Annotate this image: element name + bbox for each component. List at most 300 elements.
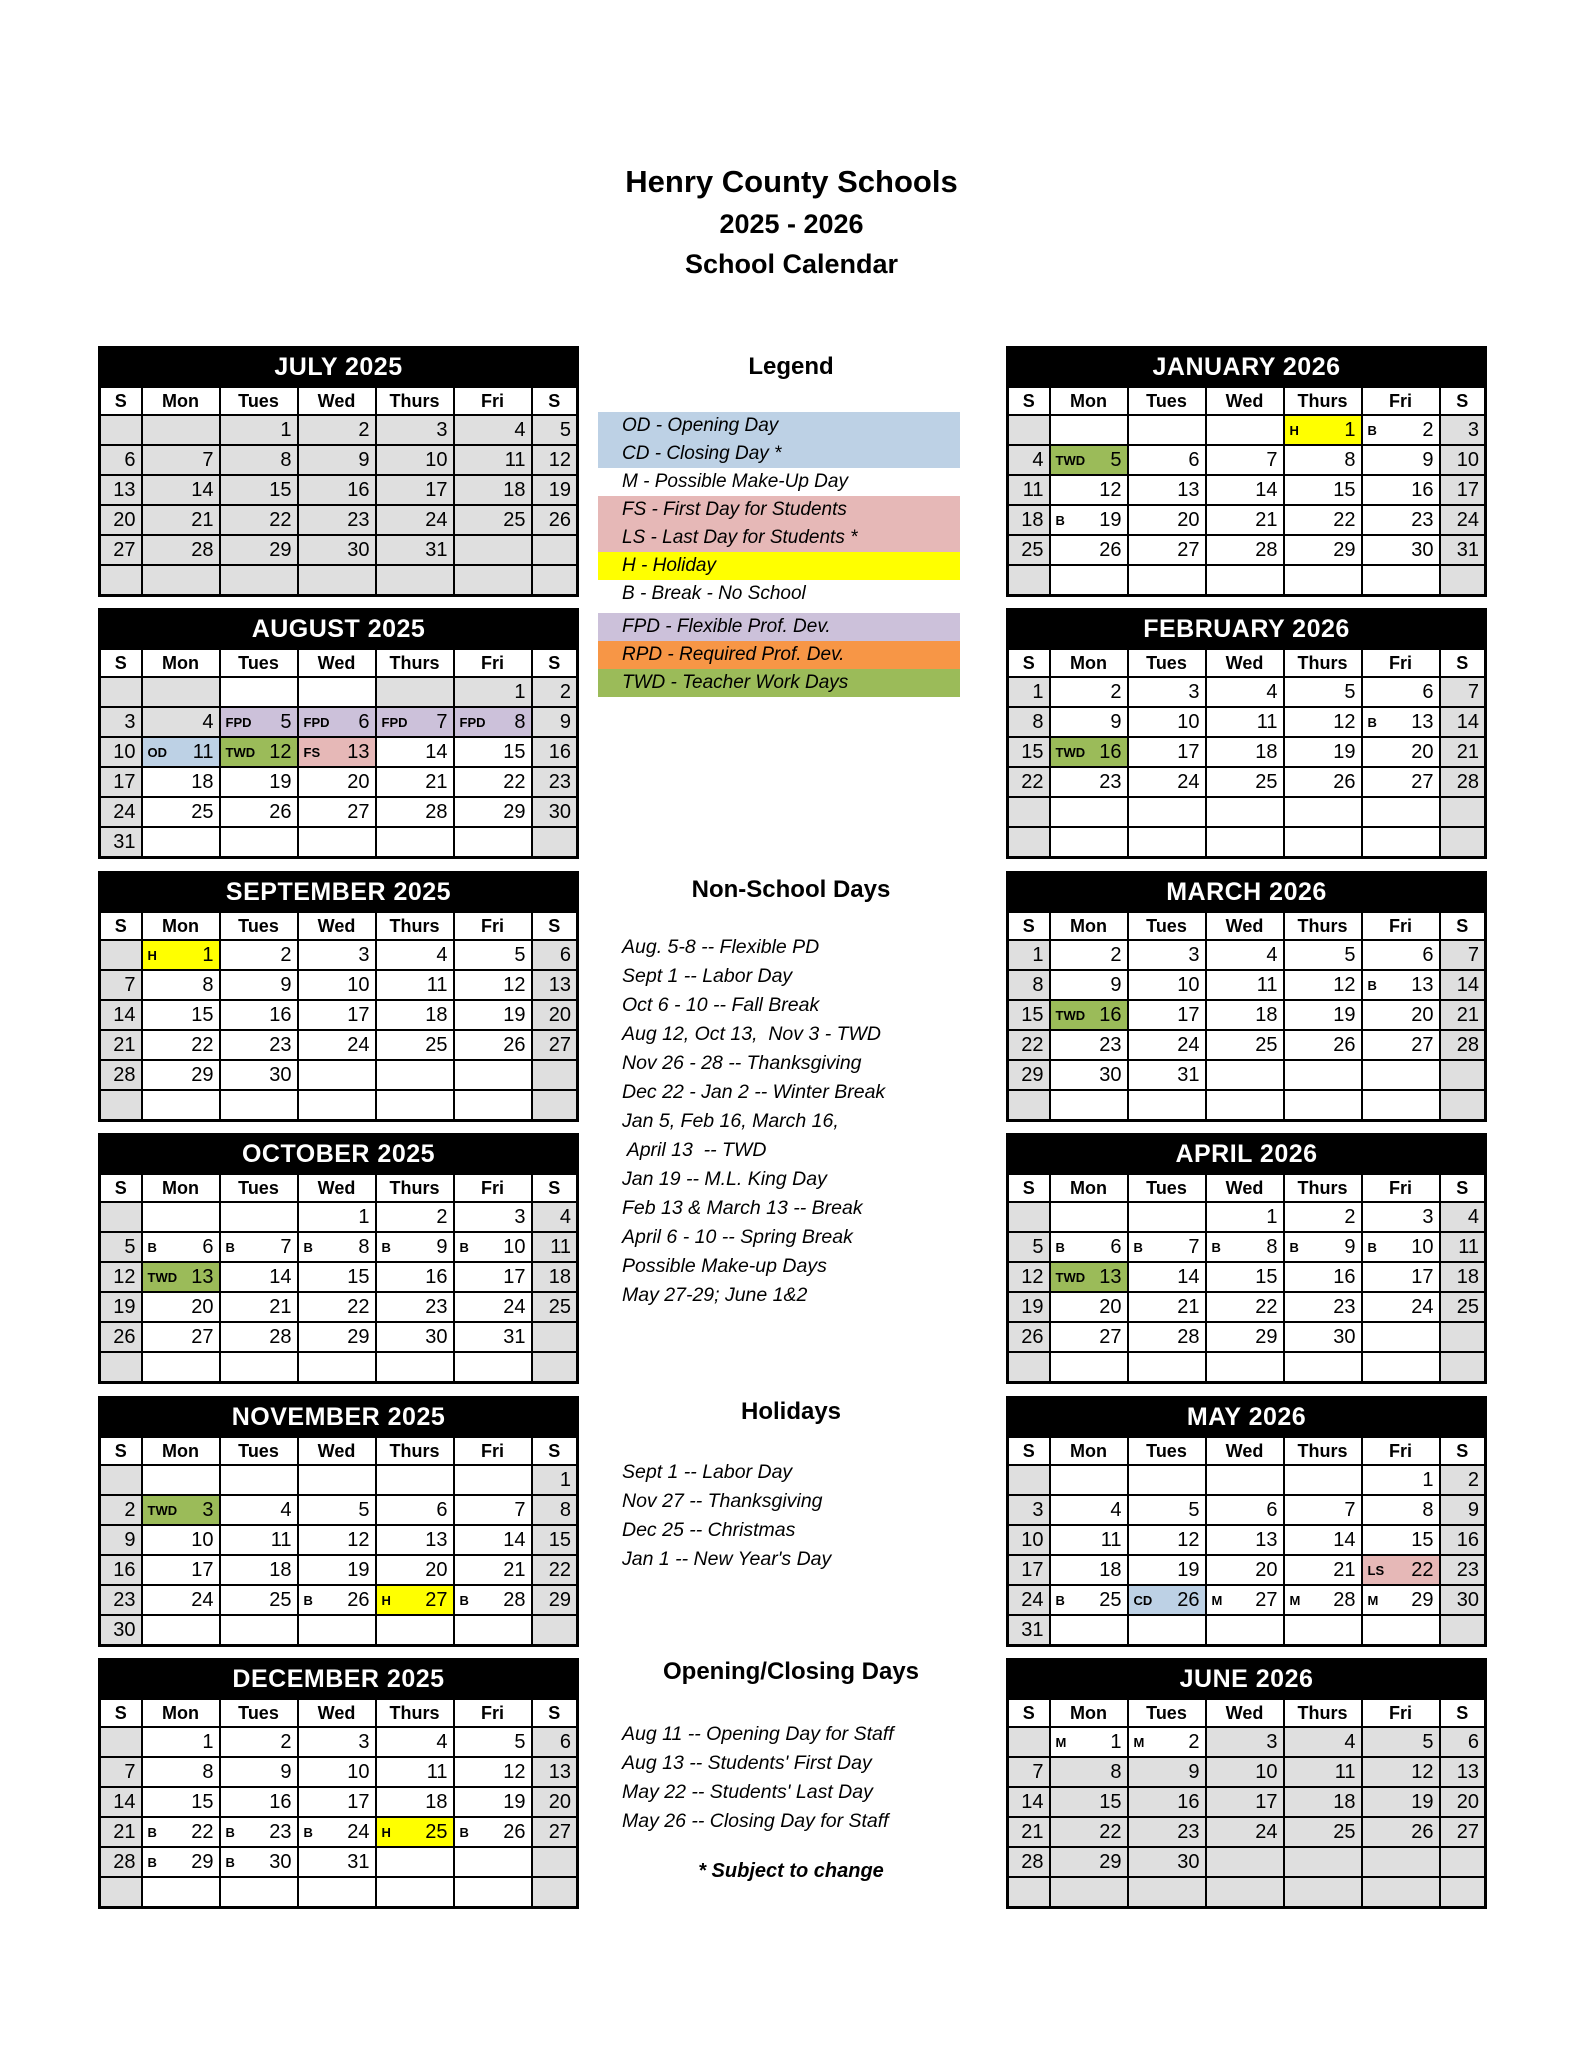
day-number: 9 [124, 1528, 136, 1551]
month-title: APRIL 2026 [1008, 1135, 1486, 1175]
day-number: 20 [548, 1003, 571, 1026]
day-cell [532, 1585, 578, 1615]
day-number: 2 [1344, 1205, 1356, 1228]
day-number: 22 [548, 1558, 571, 1581]
day-cell [1284, 707, 1362, 737]
day-cell [1050, 1817, 1128, 1847]
day-header: Wed [298, 1174, 376, 1202]
day-number: 4 [202, 710, 214, 733]
day-header: S [532, 649, 578, 677]
day-cell [142, 1585, 220, 1615]
day-cell [376, 737, 454, 767]
day-cell [1206, 1555, 1284, 1585]
legend-item: FPD - Flexible Prof. Dev. [598, 613, 960, 641]
day-number: 15 [191, 1790, 214, 1813]
day-cell [100, 797, 142, 827]
day-header: Tues [220, 1437, 298, 1465]
day-cell [1362, 1757, 1440, 1787]
day-number: 23 [425, 1295, 448, 1318]
day-cell [1440, 535, 1486, 565]
day-cell [376, 767, 454, 797]
day-cell [1206, 1000, 1284, 1030]
day-cell [454, 1292, 532, 1322]
day-cell [1128, 1000, 1206, 1030]
day-cell [298, 1787, 376, 1817]
day-number: 29 [1099, 1850, 1122, 1873]
day-number: 22 [1333, 508, 1356, 531]
day-number: 14 [191, 478, 214, 501]
day-number: 22 [347, 1295, 370, 1318]
day-cell [1440, 940, 1486, 970]
day-cell [100, 767, 142, 797]
day-number: 13 [1411, 973, 1434, 996]
day-cell [1284, 1585, 1362, 1615]
day-cell [1050, 475, 1128, 505]
day-header: Tues [220, 912, 298, 940]
day-cell [298, 677, 376, 707]
day-number: 22 [1021, 1033, 1044, 1056]
day-number: 21 [1333, 1558, 1356, 1581]
day-cell [376, 707, 454, 737]
day-number: 4 [1467, 1205, 1479, 1228]
day-cell [100, 1585, 142, 1615]
day-label: TWD [225, 744, 256, 760]
day-cell [142, 1555, 220, 1585]
day-number: 16 [347, 478, 370, 501]
day-cell [1362, 565, 1440, 596]
day-cell [100, 970, 142, 1000]
day-cell [1284, 797, 1362, 827]
day-number: 20 [1456, 1790, 1479, 1813]
day-cell [1206, 535, 1284, 565]
day-label: B [225, 1854, 235, 1870]
day-cell [1128, 1615, 1206, 1646]
day-cell [1362, 707, 1440, 737]
list-line: Oct 6 - 10 -- Fall Break [622, 994, 820, 1016]
day-cell [1362, 1585, 1440, 1615]
day-cell [1008, 1727, 1050, 1757]
day-cell [454, 737, 532, 767]
day-cell [376, 475, 454, 505]
day-header: Thurs [376, 1699, 454, 1727]
day-number: 1 [559, 1468, 571, 1491]
day-cell [142, 1877, 220, 1908]
day-number: 21 [113, 1820, 136, 1843]
day-cell [1008, 677, 1050, 707]
day-number: 5 [1422, 1730, 1434, 1753]
day-cell [142, 677, 220, 707]
day-label: FPD [459, 714, 486, 730]
day-cell [1128, 505, 1206, 535]
day-cell [454, 1000, 532, 1030]
day-number: 23 [548, 770, 571, 793]
day-cell [1128, 1465, 1206, 1495]
day-cell [532, 565, 578, 596]
day-number: 2 [1188, 1730, 1200, 1753]
day-cell [532, 1787, 578, 1817]
day-number: 12 [269, 740, 292, 763]
day-number: 12 [1333, 710, 1356, 733]
day-number: 6 [559, 1730, 571, 1753]
day-number: 28 [269, 1325, 292, 1348]
day-number: 20 [1411, 1003, 1434, 1026]
day-cell [1050, 1000, 1128, 1030]
day-number: 17 [1177, 740, 1200, 763]
day-cell [376, 1555, 454, 1585]
day-number: 3 [358, 943, 370, 966]
day-number: 29 [191, 1850, 214, 1873]
day-header: S [100, 387, 142, 415]
day-number: 25 [425, 1033, 448, 1056]
day-number: 23 [1177, 1820, 1200, 1843]
day-number: 6 [559, 943, 571, 966]
list-line: Aug. 5-8 -- Flexible PD [622, 936, 820, 958]
day-cell [1362, 1787, 1440, 1817]
day-cell [1284, 1202, 1362, 1232]
day-number: 11 [1256, 710, 1278, 733]
day-header: S [1440, 387, 1486, 415]
day-cell [1008, 797, 1050, 827]
day-number: 9 [1344, 1235, 1356, 1258]
day-number: 20 [1177, 508, 1200, 531]
day-number: 6 [1188, 448, 1200, 471]
day-cell [1284, 415, 1362, 445]
day-cell [454, 1757, 532, 1787]
day-cell [220, 1525, 298, 1555]
day-header: Tues [220, 1174, 298, 1202]
day-cell [1128, 1525, 1206, 1555]
day-cell [1128, 707, 1206, 737]
day-cell [100, 535, 142, 565]
day-cell [1206, 1615, 1284, 1646]
month-title: NOVEMBER 2025 [100, 1398, 578, 1438]
day-header: Thurs [376, 912, 454, 940]
day-cell [1440, 1030, 1486, 1060]
month-title: JULY 2025 [100, 348, 578, 388]
day-number: 28 [113, 1850, 136, 1873]
day-number: 5 [1344, 680, 1356, 703]
day-cell [1440, 737, 1486, 767]
day-cell [532, 737, 578, 767]
day-cell [454, 1060, 532, 1090]
day-number: 22 [1255, 1295, 1278, 1318]
legend-item: CD - Closing Day * [598, 440, 960, 468]
day-number: 22 [191, 1820, 214, 1843]
day-number: 4 [514, 418, 526, 441]
day-cell [100, 1495, 142, 1525]
day-number: 19 [1021, 1295, 1044, 1318]
day-cell [1128, 827, 1206, 858]
day-number: 9 [1467, 1498, 1479, 1521]
day-number: 13 [1456, 1760, 1479, 1783]
day-cell [1206, 1322, 1284, 1352]
day-number: 18 [269, 1558, 292, 1581]
day-cell [1206, 1525, 1284, 1555]
day-cell [1362, 1727, 1440, 1757]
day-cell [1284, 1292, 1362, 1322]
day-cell [142, 565, 220, 596]
day-cell [1284, 565, 1362, 596]
day-cell [298, 535, 376, 565]
day-cell [220, 677, 298, 707]
day-number: 9 [280, 973, 292, 996]
day-cell [1440, 1787, 1486, 1817]
day-cell [220, 940, 298, 970]
page-subtitle-label: School Calendar [684, 249, 899, 279]
day-cell [142, 1615, 220, 1646]
day-number: 18 [1099, 1558, 1122, 1581]
day-header: Tues [1128, 1699, 1206, 1727]
day-cell [1362, 1817, 1440, 1847]
day-cell [1440, 1847, 1486, 1877]
day-cell [220, 1727, 298, 1757]
day-header: Wed [298, 1699, 376, 1727]
day-number: 12 [1411, 1760, 1434, 1783]
day-header: Thurs [1284, 649, 1362, 677]
day-number: 18 [191, 770, 214, 793]
day-cell [220, 1262, 298, 1292]
day-header: Fri [1362, 1699, 1440, 1727]
list-line: May 26 -- Closing Day for Staff [622, 1810, 889, 1832]
day-header: S [1440, 649, 1486, 677]
day-header: Wed [1206, 649, 1284, 677]
list-line: Sept 1 -- Labor Day [622, 1461, 793, 1483]
day-number: 15 [1255, 1265, 1278, 1288]
day-cell [1050, 1060, 1128, 1090]
day-number: 31 [113, 830, 136, 853]
day-cell [532, 1615, 578, 1646]
day-number: 24 [1177, 1033, 1200, 1056]
day-header: Fri [454, 1437, 532, 1465]
day-cell [1440, 1495, 1486, 1525]
day-header: Tues [1128, 1437, 1206, 1465]
day-number: 13 [347, 740, 370, 763]
day-cell [1008, 445, 1050, 475]
day-number: 1 [202, 1730, 214, 1753]
day-cell [1050, 1727, 1128, 1757]
day-cell [142, 1787, 220, 1817]
day-number: 23 [347, 508, 370, 531]
day-number: 27 [1456, 1820, 1479, 1843]
day-cell [100, 707, 142, 737]
day-cell [1050, 505, 1128, 535]
list-line: May 22 -- Students' Last Day [622, 1781, 873, 1803]
day-number: 8 [202, 1760, 214, 1783]
day-number: 29 [269, 538, 292, 561]
day-cell [1284, 445, 1362, 475]
day-cell [1008, 535, 1050, 565]
day-number: 16 [1099, 740, 1122, 763]
day-header: Fri [454, 1699, 532, 1727]
day-cell [100, 505, 142, 535]
day-number: 16 [1177, 1790, 1200, 1813]
day-cell [142, 1757, 220, 1787]
day-cell [100, 1000, 142, 1030]
day-cell [1284, 737, 1362, 767]
day-number: 30 [1411, 538, 1434, 561]
day-number: 30 [269, 1850, 292, 1873]
day-label: H [381, 1592, 391, 1608]
day-cell [1206, 737, 1284, 767]
day-cell [1362, 1877, 1440, 1908]
day-cell [1050, 445, 1128, 475]
day-number: 24 [1456, 508, 1479, 531]
day-header: Fri [454, 1174, 532, 1202]
day-number: 7 [436, 710, 448, 733]
day-cell [1008, 1555, 1050, 1585]
day-cell [142, 505, 220, 535]
day-cell [298, 1817, 376, 1847]
day-cell [532, 475, 578, 505]
day-number: 3 [1188, 680, 1200, 703]
day-number: 26 [1411, 1820, 1434, 1843]
legend-item: LS - Last Day for Students * [598, 524, 960, 552]
day-number: 29 [1411, 1588, 1434, 1611]
day-number: 8 [1266, 1235, 1278, 1258]
day-number: 1 [202, 943, 214, 966]
day-cell [454, 1322, 532, 1352]
day-cell [1206, 1202, 1284, 1232]
day-label: TWD [1055, 744, 1086, 760]
day-cell [1362, 1000, 1440, 1030]
day-number: 15 [347, 1265, 370, 1288]
day-number: 7 [202, 448, 214, 471]
day-number: 12 [1099, 478, 1122, 501]
day-cell [220, 1030, 298, 1060]
day-label: B [1367, 977, 1377, 993]
day-cell [1362, 505, 1440, 535]
day-number: 6 [1467, 1730, 1479, 1753]
day-cell [298, 737, 376, 767]
day-number: 13 [113, 478, 136, 501]
day-number: 8 [280, 448, 292, 471]
day-cell [1362, 1202, 1440, 1232]
day-cell [1362, 1615, 1440, 1646]
list-line: Possible Make-up Days [622, 1255, 827, 1277]
day-label: TWD [1055, 1269, 1086, 1285]
list-line: Nov 26 - 28 -- Thanksgiving [622, 1052, 862, 1074]
day-cell [100, 1525, 142, 1555]
day-number: 17 [1456, 478, 1479, 501]
day-cell [220, 1322, 298, 1352]
day-header: Fri [454, 649, 532, 677]
day-cell [1440, 1060, 1486, 1090]
day-cell [1440, 767, 1486, 797]
day-cell [1440, 1202, 1486, 1232]
day-number: 13 [548, 973, 571, 996]
day-number: 30 [1177, 1850, 1200, 1873]
day-number: 15 [503, 740, 526, 763]
day-number: 2 [280, 943, 292, 966]
day-number: 2 [124, 1498, 136, 1521]
day-cell [376, 1292, 454, 1322]
day-label: TWD [147, 1269, 178, 1285]
day-number: 14 [425, 740, 448, 763]
day-cell [100, 940, 142, 970]
day-number: 14 [1177, 1265, 1200, 1288]
day-label: TWD [1055, 1007, 1086, 1023]
day-cell [1362, 1847, 1440, 1877]
day-number: 4 [436, 1730, 448, 1753]
day-header: Fri [1362, 387, 1440, 415]
day-number: 31 [425, 538, 448, 561]
day-number: 12 [347, 1528, 370, 1551]
day-cell [298, 1847, 376, 1877]
day-number: 21 [1021, 1820, 1044, 1843]
day-label: B [147, 1824, 157, 1840]
day-header: Mon [142, 649, 220, 677]
day-number: 6 [202, 1235, 214, 1258]
day-cell [1128, 1322, 1206, 1352]
day-number: 5 [1110, 448, 1122, 471]
day-cell [1128, 1060, 1206, 1090]
day-number: 15 [548, 1528, 571, 1551]
day-cell [298, 1757, 376, 1787]
legend-item: FS - First Day for Students [598, 496, 960, 524]
day-number: 31 [1177, 1063, 1200, 1086]
day-label: B [303, 1824, 313, 1840]
day-cell [376, 1352, 454, 1383]
day-cell [1128, 1555, 1206, 1585]
day-cell [298, 445, 376, 475]
day-number: 16 [1099, 1003, 1122, 1026]
day-cell [298, 707, 376, 737]
day-number: 3 [1266, 1730, 1278, 1753]
day-cell [532, 535, 578, 565]
day-number: 26 [1333, 1033, 1356, 1056]
day-cell [100, 1060, 142, 1090]
calendar-july-2025 [98, 346, 579, 597]
day-cell [376, 1877, 454, 1908]
day-header: Mon [1050, 1699, 1128, 1727]
day-number: 11 [1256, 973, 1278, 996]
day-cell [1128, 970, 1206, 1000]
day-cell [1440, 1585, 1486, 1615]
non-school-days-list [595, 933, 987, 1310]
day-cell [1362, 1322, 1440, 1352]
day-label: B [459, 1824, 469, 1840]
day-cell [1008, 970, 1050, 1000]
day-header: S [100, 1437, 142, 1465]
day-header: Wed [298, 387, 376, 415]
day-number: 21 [1456, 740, 1479, 763]
day-cell [1284, 1525, 1362, 1555]
day-number: 23 [113, 1588, 136, 1611]
day-number: 1 [1422, 1468, 1434, 1491]
day-cell [298, 1030, 376, 1060]
day-number: 6 [436, 1498, 448, 1521]
day-label: B [1055, 512, 1065, 528]
day-number: 17 [1411, 1265, 1434, 1288]
day-number: 14 [113, 1003, 136, 1026]
day-header: S [532, 912, 578, 940]
day-number: 11 [1458, 1235, 1479, 1258]
day-number: 23 [1099, 770, 1122, 793]
day-number: 7 [1032, 1760, 1044, 1783]
day-number: 4 [1344, 1730, 1356, 1753]
day-cell [298, 1555, 376, 1585]
day-header: Mon [1050, 912, 1128, 940]
day-cell [1362, 1352, 1440, 1383]
day-header: S [1440, 1437, 1486, 1465]
day-number: 18 [548, 1265, 571, 1288]
day-header: S [532, 387, 578, 415]
day-header: Tues [1128, 1174, 1206, 1202]
day-number: 18 [1333, 1790, 1356, 1813]
day-cell [220, 505, 298, 535]
calendar-april-2026 [1006, 1133, 1487, 1384]
day-label: FPD [381, 714, 408, 730]
